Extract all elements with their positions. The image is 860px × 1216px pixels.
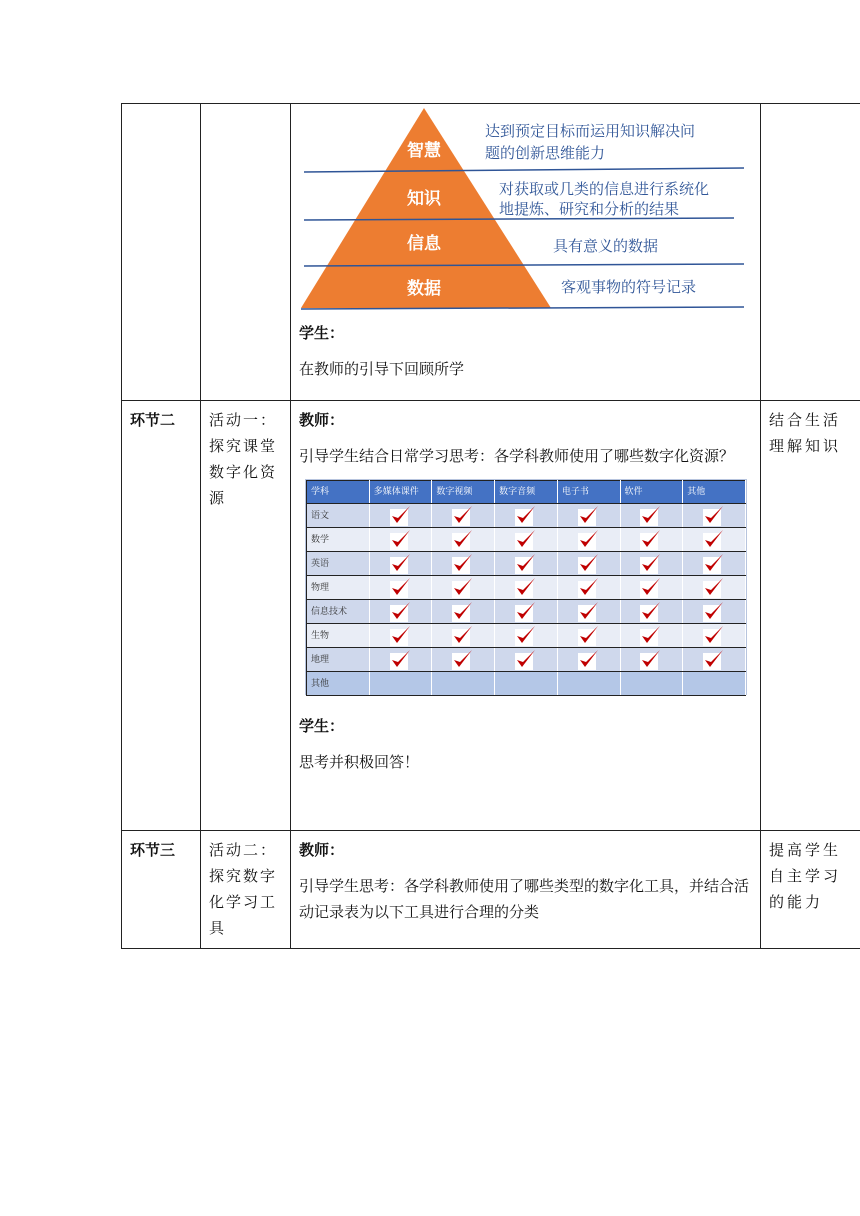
- intent-text: 结合生活理解知识: [769, 411, 842, 455]
- checkmark-icon: [451, 577, 475, 599]
- pyramid-divider-1: [304, 168, 744, 172]
- student-label: 学生：: [299, 717, 345, 735]
- resource-header-cell: 数字音频: [495, 481, 558, 504]
- resource-check-cell: [683, 600, 746, 624]
- table-row-stage-2: [122, 401, 860, 831]
- checkmark-icon: [702, 529, 726, 551]
- table-row-stage-3: [122, 831, 860, 949]
- checkmark-icon: [389, 601, 413, 623]
- checkmark-icon: [451, 649, 475, 671]
- resource-header-cell: 软件: [620, 481, 683, 504]
- lesson-table-wrap: [121, 103, 860, 949]
- intent-text: 提高学生自主学习的能力: [769, 841, 842, 911]
- resource-table-row: [307, 528, 746, 552]
- checkmark-icon: [577, 529, 601, 551]
- resource-check-cell: [620, 528, 683, 552]
- student-text: 在教师的引导下回顾所学: [299, 360, 465, 378]
- checkmark-icon: [577, 505, 601, 527]
- resource-check-cell: [683, 672, 746, 696]
- resource-check-cell: [620, 552, 683, 576]
- resource-check-cell: [369, 672, 432, 696]
- stage-cell: [122, 831, 201, 949]
- checkmark-icon: [514, 625, 538, 647]
- resource-subject-cell: 物理: [307, 576, 370, 600]
- resource-check-cell: [432, 576, 495, 600]
- checkmark-icon: [702, 649, 726, 671]
- checkmark-icon: [639, 601, 663, 623]
- resource-check-cell: [683, 576, 746, 600]
- resource-subject-cell: 英语: [307, 552, 370, 576]
- checkmark-icon: [639, 577, 663, 599]
- resource-check-cell: [620, 600, 683, 624]
- pyramid-desc-knowledge-2: 地提炼、研究和分析的结果: [499, 200, 680, 218]
- activity-label: 活动一：探究课堂数字化资源: [209, 411, 278, 507]
- resource-subject-cell: 地理: [307, 648, 370, 672]
- resource-check-cell: [432, 552, 495, 576]
- resource-check-cell: [369, 648, 432, 672]
- resource-check-cell: [683, 648, 746, 672]
- resource-subject-cell: 语文: [307, 504, 370, 528]
- checkmark-icon: [577, 649, 601, 671]
- resource-subject-cell: 其他: [307, 672, 370, 696]
- checkmark-icon: [389, 553, 413, 575]
- checkmark-icon: [514, 553, 538, 575]
- resource-check-cell: [557, 528, 620, 552]
- teacher-text: 引导学生思考：各学科教师使用了哪些类型的数字化工具，并结合活动记录表为以下工具进行合理的分类: [299, 877, 750, 921]
- checkmark-icon: [514, 577, 538, 599]
- stage-label: 环节二: [130, 411, 176, 429]
- resource-check-cell: [620, 576, 683, 600]
- checkmark-icon: [451, 625, 475, 647]
- checkmark-icon: [389, 505, 413, 527]
- resource-check-cell: [369, 576, 432, 600]
- resource-check-cell: [369, 552, 432, 576]
- activity-label: 活动二：探究数字化学习工具: [209, 841, 278, 937]
- checkmark-icon: [702, 601, 726, 623]
- resource-header-cell: 数字视频: [432, 481, 495, 504]
- content-cell: [291, 401, 761, 831]
- teacher-label: 教师：: [299, 841, 345, 859]
- resource-check-cell: [557, 624, 620, 648]
- resource-check-cell: [495, 552, 558, 576]
- resource-check-cell: [432, 672, 495, 696]
- checkmark-icon: [702, 553, 726, 575]
- pyramid-desc-knowledge-1: 对获取或几类的信息进行系统化: [499, 180, 710, 198]
- resource-check-cell: [432, 624, 495, 648]
- checkmark-icon: [389, 529, 413, 551]
- checkmark-icon: [639, 649, 663, 671]
- resource-check-cell: [369, 600, 432, 624]
- resource-check-cell: [495, 576, 558, 600]
- resource-check-cell: [620, 672, 683, 696]
- resource-header-cell: 其他: [683, 481, 746, 504]
- resource-subject-cell: 生物: [307, 624, 370, 648]
- resource-check-cell: [495, 600, 558, 624]
- checkmark-icon: [389, 625, 413, 647]
- lesson-plan-table: [121, 103, 860, 949]
- checkmark-icon: [514, 649, 538, 671]
- checkmark-icon: [514, 505, 538, 527]
- resource-check-cell: [557, 552, 620, 576]
- checkmark-icon: [451, 553, 475, 575]
- student-label: 学生：: [299, 324, 345, 342]
- resource-check-cell: [620, 648, 683, 672]
- checkmark-icon: [639, 505, 663, 527]
- checkmark-icon: [577, 553, 601, 575]
- pyramid-level-data: 数据: [407, 279, 441, 299]
- pyramid-level-information: 信息: [407, 234, 441, 254]
- checkmark-icon: [577, 577, 601, 599]
- pyramid-level-wisdom: 智慧: [407, 141, 441, 161]
- pyramid-desc-information: 具有意义的数据: [553, 237, 659, 255]
- resource-table-row: [307, 648, 746, 672]
- resource-check-cell: [557, 576, 620, 600]
- resource-check-cell: [557, 672, 620, 696]
- resource-header-cell: 电子书: [557, 481, 620, 504]
- resource-subject-cell: 信息技术: [307, 600, 370, 624]
- checkmark-icon: [702, 577, 726, 599]
- resource-table-header-row: [307, 481, 746, 504]
- checkmark-icon: [514, 601, 538, 623]
- resource-table-image: [305, 479, 747, 695]
- resource-check-cell: [432, 504, 495, 528]
- resource-check-cell: [683, 552, 746, 576]
- resource-check-cell: [432, 528, 495, 552]
- resource-check-cell: [557, 504, 620, 528]
- stage-label: 环节三: [130, 841, 176, 859]
- content-cell: [291, 831, 761, 949]
- resource-check-cell: [495, 672, 558, 696]
- pyramid-desc-data: 客观事物的符号记录: [561, 278, 697, 296]
- resource-check-cell: [495, 528, 558, 552]
- resource-check-cell: [495, 648, 558, 672]
- resource-check-cell: [495, 624, 558, 648]
- content-cell: [291, 104, 761, 401]
- student-text: 思考并积极回答！: [299, 753, 420, 771]
- resource-check-cell: [432, 648, 495, 672]
- resource-check-cell: [620, 504, 683, 528]
- resource-header-cell: 学科: [307, 481, 370, 504]
- stage-cell-empty: [122, 104, 201, 401]
- checkmark-icon: [451, 601, 475, 623]
- checkmark-icon: [389, 577, 413, 599]
- resource-check-cell: [683, 624, 746, 648]
- resource-subject-cell: 数学: [307, 528, 370, 552]
- resource-table-row: [307, 624, 746, 648]
- resource-header-cell: 多媒体课件: [369, 481, 432, 504]
- checkmark-icon: [639, 625, 663, 647]
- resource-check-cell: [495, 504, 558, 528]
- checkmark-icon: [702, 625, 726, 647]
- checkmark-icon: [389, 649, 413, 671]
- resource-table-row: [307, 576, 746, 600]
- checkmark-icon: [577, 625, 601, 647]
- resource-check-cell: [557, 600, 620, 624]
- checkmark-icon: [702, 505, 726, 527]
- resource-check-cell: [369, 504, 432, 528]
- table-row-continuation: [122, 104, 860, 401]
- pyramid-desc-wisdom-1: 达到预定目标而运用知识解决问: [485, 122, 696, 140]
- resource-table-row: [307, 552, 746, 576]
- checkmark-icon: [451, 505, 475, 527]
- activity-cell: [201, 831, 291, 949]
- resource-table-row: [307, 672, 746, 696]
- intent-cell: [761, 831, 860, 949]
- resource-table: [306, 480, 746, 696]
- checkmark-icon: [639, 553, 663, 575]
- resource-table-row: [307, 504, 746, 528]
- resource-check-cell: [432, 600, 495, 624]
- checkmark-icon: [514, 529, 538, 551]
- intent-cell-empty: [761, 104, 860, 401]
- checkmark-icon: [639, 529, 663, 551]
- resource-check-cell: [683, 504, 746, 528]
- pyramid-level-knowledge: 知识: [407, 189, 441, 209]
- activity-cell-empty: [201, 104, 291, 401]
- resource-check-cell: [369, 624, 432, 648]
- resource-table-row: [307, 600, 746, 624]
- checkmark-icon: [451, 529, 475, 551]
- dikw-pyramid-diagram: [299, 106, 749, 316]
- pyramid-desc-wisdom-2: 题的创新思维能力: [485, 144, 606, 162]
- stage-cell: [122, 401, 201, 831]
- activity-cell: [201, 401, 291, 831]
- resource-check-cell: [369, 528, 432, 552]
- teacher-label: 教师：: [299, 411, 345, 429]
- intent-cell: [761, 401, 860, 831]
- checkmark-icon: [577, 601, 601, 623]
- teacher-text: 引导学生结合日常学习思考：各学科教师使用了哪些数字化资源？: [299, 447, 735, 465]
- resource-check-cell: [620, 624, 683, 648]
- resource-check-cell: [683, 528, 746, 552]
- resource-check-cell: [557, 648, 620, 672]
